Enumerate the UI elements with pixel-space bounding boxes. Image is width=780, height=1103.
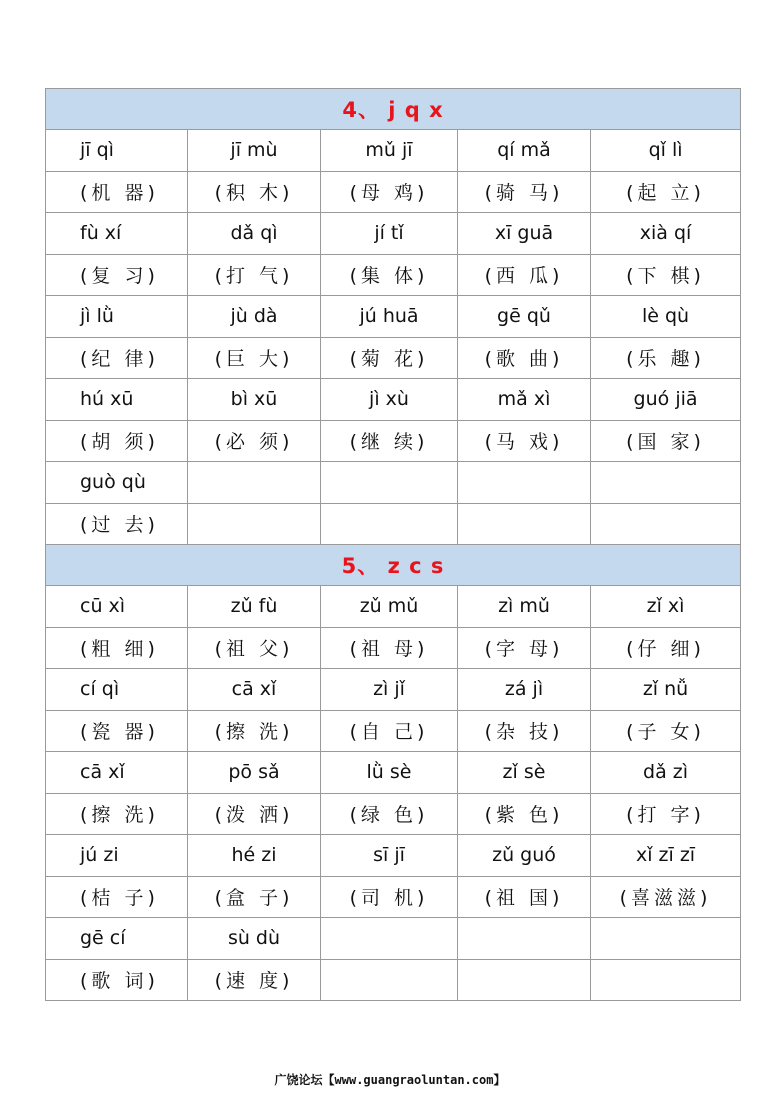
pinyin-cell: jú zi (46, 835, 188, 877)
pinyin-cell: cū xì (46, 586, 188, 628)
pinyin-cell: jù dà (188, 296, 321, 338)
hanzi-cell: (骑 马) (458, 171, 591, 213)
hanzi-cell: (歌 词) (46, 959, 188, 1001)
hanzi-cell: (纪 律) (46, 337, 188, 379)
hanzi-cell (188, 503, 321, 545)
hanzi-cell: (祖 父) (188, 627, 321, 669)
pinyin-cell: zǐ nǚ (591, 669, 741, 711)
hanzi-cell: (歌 曲) (458, 337, 591, 379)
hanzi-cell: (喜滋滋) (591, 876, 741, 918)
pinyin-cell: lè qù (591, 296, 741, 338)
hanzi-cell: (母 鸡) (321, 171, 458, 213)
pinyin-cell: jì xù (321, 379, 458, 421)
pinyin-cell: cā xǐ (188, 669, 321, 711)
hanzi-cell: (必 须) (188, 420, 321, 462)
pinyin-cell (458, 918, 591, 960)
pinyin-row (46, 752, 741, 794)
hanzi-cell: (盒 子) (188, 876, 321, 918)
hanzi-cell: (巨 大) (188, 337, 321, 379)
hanzi-cell (458, 503, 591, 545)
hanzi-cell: (字 母) (458, 627, 591, 669)
pinyin-cell (591, 462, 741, 504)
pinyin-cell: zǔ guó (458, 835, 591, 877)
hanzi-cell: (司 机) (321, 876, 458, 918)
hanzi-row (46, 959, 741, 1001)
hanzi-cell: (自 己) (321, 710, 458, 752)
hanzi-row (46, 503, 741, 545)
pinyin-cell: bì xū (188, 379, 321, 421)
hanzi-cell: (过 去) (46, 503, 188, 545)
pinyin-cell: guò qù (46, 462, 188, 504)
hanzi-cell: (乐 趣) (591, 337, 741, 379)
hanzi-cell: (粗 细) (46, 627, 188, 669)
pinyin-cell (591, 918, 741, 960)
hanzi-cell (591, 503, 741, 545)
footer-site-label: 广饶论坛【www.guangraoluntan.com】 (274, 1073, 506, 1087)
pinyin-cell: guó jiā (591, 379, 741, 421)
section-header-row (46, 89, 741, 130)
pinyin-cell: zǐ sè (458, 752, 591, 794)
hanzi-cell: (集 体) (321, 254, 458, 296)
hanzi-row (46, 254, 741, 296)
hanzi-cell: (桔 子) (46, 876, 188, 918)
hanzi-cell: (打 字) (591, 793, 741, 835)
pinyin-cell: hé zi (188, 835, 321, 877)
hanzi-cell (591, 959, 741, 1001)
pinyin-cell: jú huā (321, 296, 458, 338)
pinyin-row (46, 130, 741, 172)
hanzi-row (46, 710, 741, 752)
hanzi-row (46, 420, 741, 462)
section-heading: 4、 j q x (46, 89, 741, 130)
pinyin-cell: gē qǔ (458, 296, 591, 338)
hanzi-cell: (机 器) (46, 171, 188, 213)
hanzi-cell: (祖 国) (458, 876, 591, 918)
pinyin-cell: zǔ fù (188, 586, 321, 628)
pinyin-cell: cí qì (46, 669, 188, 711)
pinyin-row (46, 462, 741, 504)
pinyin-cell (321, 462, 458, 504)
pinyin-cell: zá jì (458, 669, 591, 711)
pinyin-cell: zǔ mǔ (321, 586, 458, 628)
hanzi-cell: (西 瓜) (458, 254, 591, 296)
pinyin-cell: xǐ zī zī (591, 835, 741, 877)
hanzi-cell: (菊 花) (321, 337, 458, 379)
hanzi-cell: (绿 色) (321, 793, 458, 835)
hanzi-cell: (继 续) (321, 420, 458, 462)
hanzi-cell: (杂 技) (458, 710, 591, 752)
hanzi-row (46, 793, 741, 835)
hanzi-cell: (子 女) (591, 710, 741, 752)
pinyin-cell: zì mǔ (458, 586, 591, 628)
hanzi-cell: (积 木) (188, 171, 321, 213)
pinyin-cell: xià qí (591, 213, 741, 255)
pinyin-cell: zì jǐ (321, 669, 458, 711)
hanzi-cell: (国 家) (591, 420, 741, 462)
hanzi-row (46, 876, 741, 918)
section-header-row (46, 545, 741, 586)
pinyin-cell: sī jī (321, 835, 458, 877)
pinyin-cell: mǔ jī (321, 130, 458, 172)
hanzi-cell: (瓷 器) (46, 710, 188, 752)
hanzi-row (46, 337, 741, 379)
pinyin-cell: lǜ sè (321, 752, 458, 794)
pinyin-row (46, 296, 741, 338)
hanzi-cell (458, 959, 591, 1001)
pinyin-cell: mǎ xì (458, 379, 591, 421)
pinyin-cell: hú xū (46, 379, 188, 421)
hanzi-cell: (仔 细) (591, 627, 741, 669)
pinyin-row (46, 918, 741, 960)
pinyin-cell: fù xí (46, 213, 188, 255)
pinyin-cell: qí mǎ (458, 130, 591, 172)
pinyin-cell: cā xǐ (46, 752, 188, 794)
pinyin-cell: pō sǎ (188, 752, 321, 794)
hanzi-cell (321, 503, 458, 545)
pinyin-row (46, 379, 741, 421)
pinyin-cell: qǐ lì (591, 130, 741, 172)
hanzi-cell: (下 棋) (591, 254, 741, 296)
section-heading: 5、 z c s (46, 545, 741, 586)
pinyin-row (46, 669, 741, 711)
vocabulary-table (45, 88, 741, 1001)
hanzi-row (46, 627, 741, 669)
pinyin-cell (321, 918, 458, 960)
hanzi-cell: (速 度) (188, 959, 321, 1001)
pinyin-cell: gē cí (46, 918, 188, 960)
pinyin-row (46, 835, 741, 877)
hanzi-cell: (擦 洗) (46, 793, 188, 835)
pinyin-cell: jì lǜ (46, 296, 188, 338)
pinyin-cell: jī mù (188, 130, 321, 172)
hanzi-cell: (紫 色) (458, 793, 591, 835)
pinyin-cell: xī guā (458, 213, 591, 255)
hanzi-cell: (泼 洒) (188, 793, 321, 835)
pinyin-cell: zǐ xì (591, 586, 741, 628)
hanzi-cell (321, 959, 458, 1001)
hanzi-cell: (打 气) (188, 254, 321, 296)
hanzi-cell: (擦 洗) (188, 710, 321, 752)
hanzi-cell: (胡 须) (46, 420, 188, 462)
hanzi-cell: (复 习) (46, 254, 188, 296)
hanzi-cell: (马 戏) (458, 420, 591, 462)
hanzi-cell: (起 立) (591, 171, 741, 213)
pinyin-cell: dǎ qì (188, 213, 321, 255)
hanzi-row (46, 171, 741, 213)
pinyin-row (46, 213, 741, 255)
pinyin-cell: jí tǐ (321, 213, 458, 255)
pinyin-cell: jī qì (46, 130, 188, 172)
hanzi-cell: (祖 母) (321, 627, 458, 669)
pinyin-row (46, 586, 741, 628)
pinyin-cell: dǎ zì (591, 752, 741, 794)
pinyin-cell: sù dù (188, 918, 321, 960)
pinyin-cell (188, 462, 321, 504)
pinyin-cell (458, 462, 591, 504)
